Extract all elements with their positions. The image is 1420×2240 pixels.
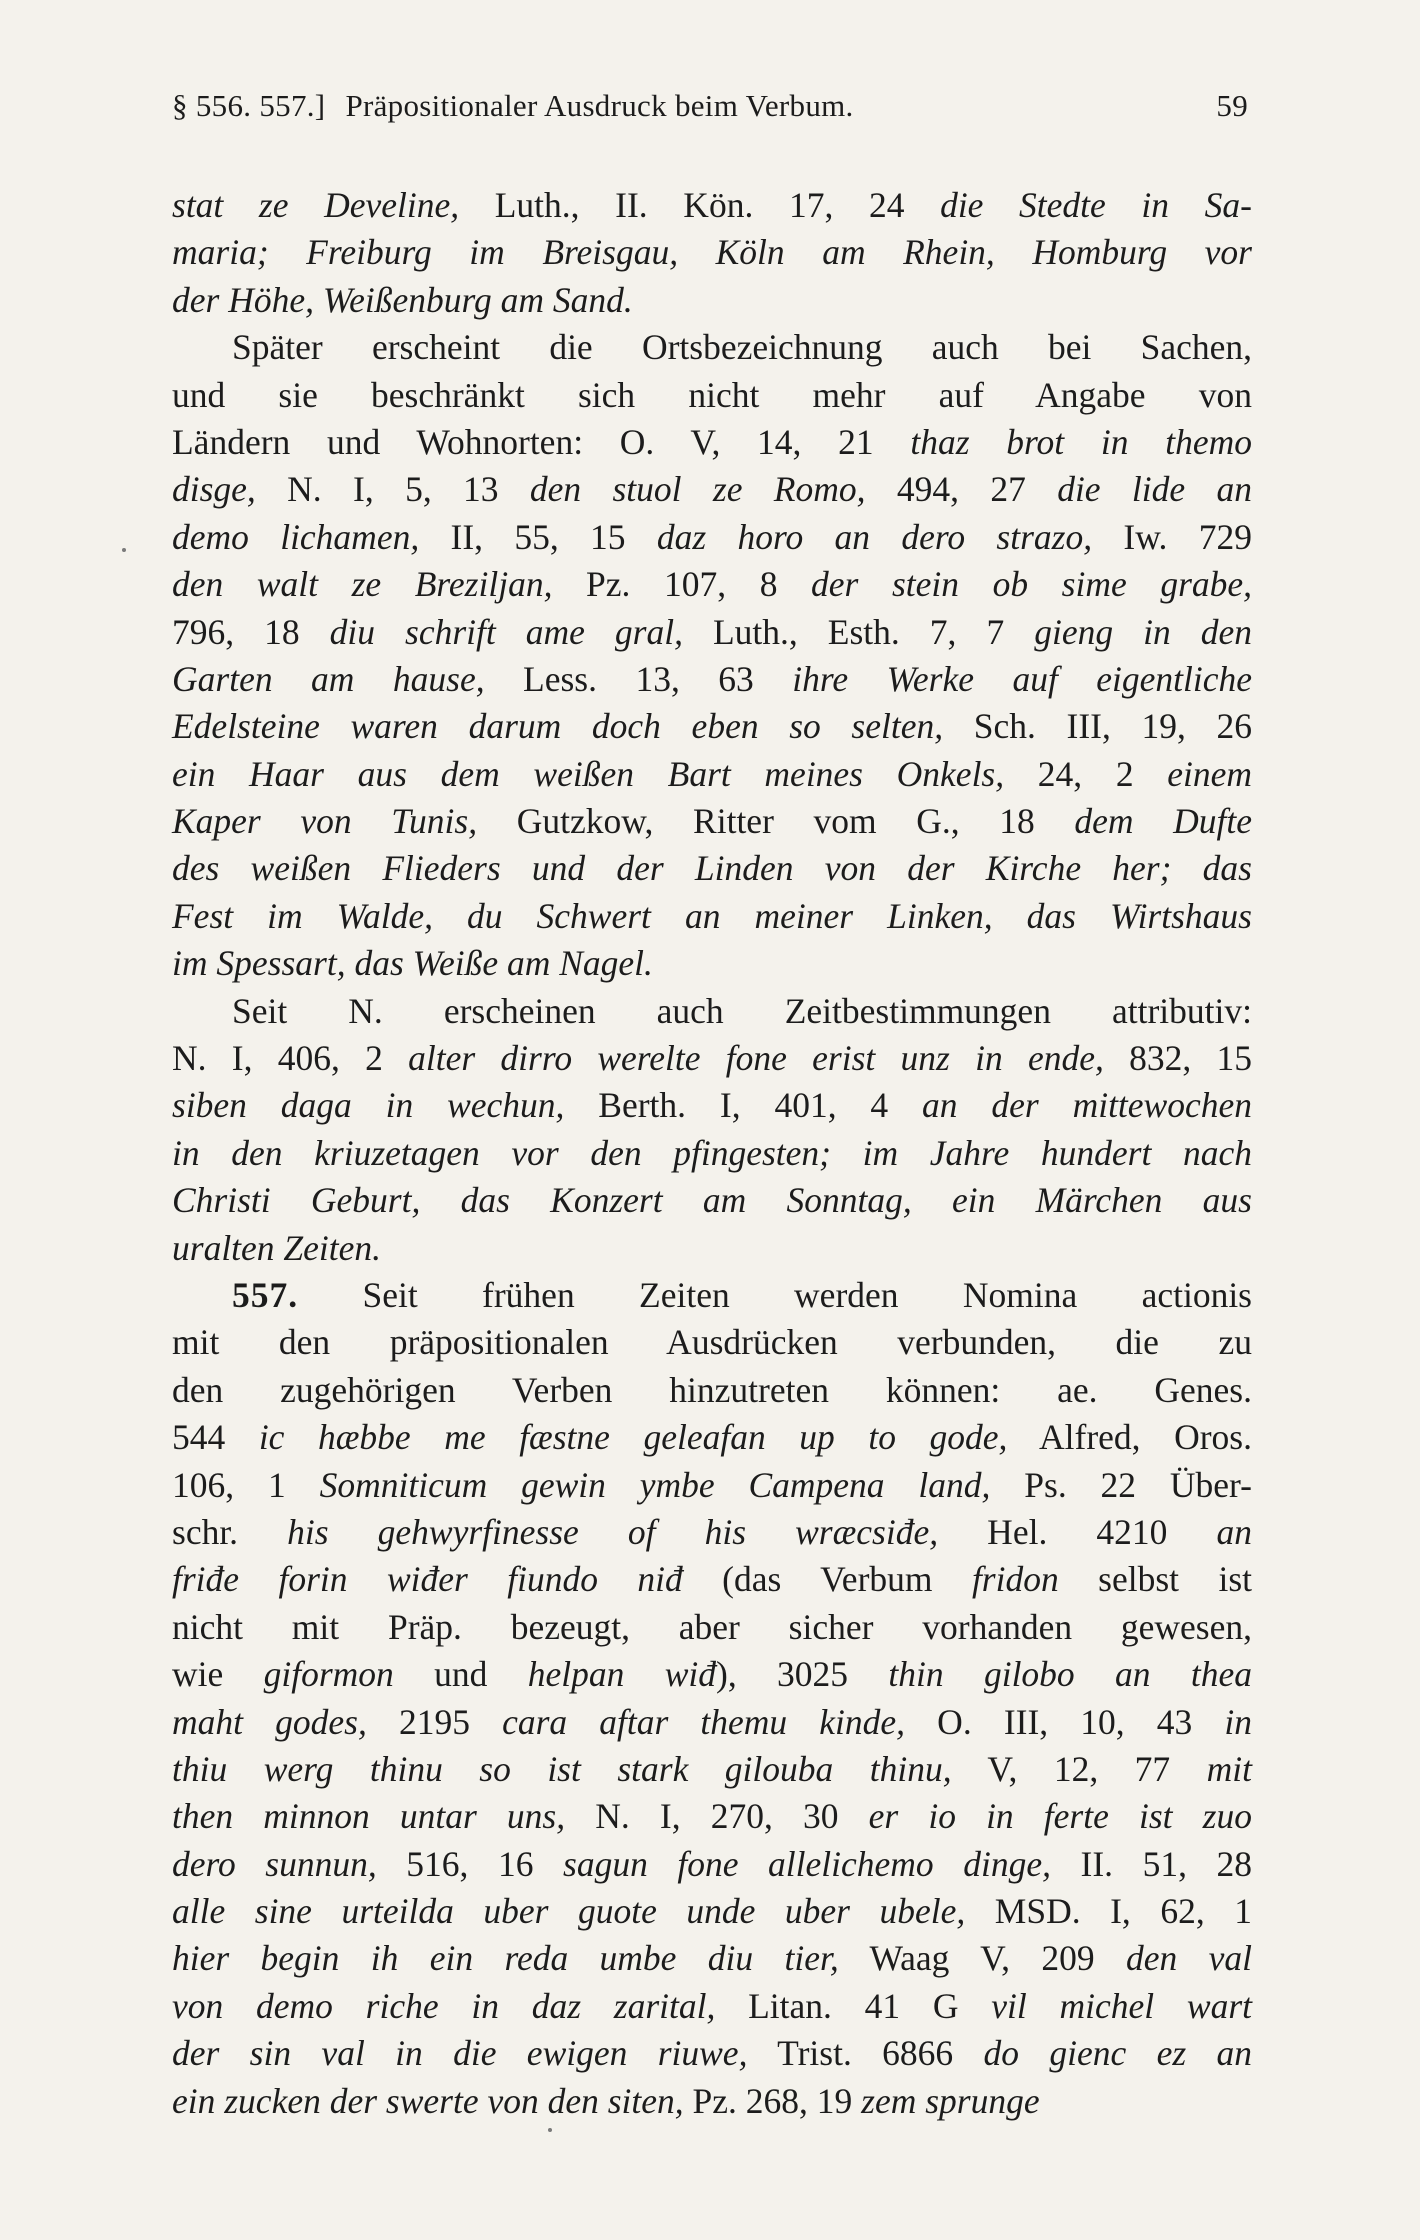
text-line: im Spessart, das Weiße am Nagel.: [172, 943, 653, 984]
text-line: der Höhe, Weißenburg am Sand.: [172, 279, 633, 320]
text-line: mit den präpositionalen Ausdrücken verbunden, die zu: [172, 1322, 1252, 1363]
running-head-left: [172, 88, 854, 124]
text-line: thiu werg thinu so ist stark gilouba thinu, V, 12, 77 mit: [172, 1748, 1253, 1789]
text-line: Christi Geburt, das Konzert am Sonntag, ein Märchen aus: [172, 1180, 1252, 1221]
text-line: schr. his gehwyrfinesse of his wræcsiđe, Hel. 4210 an: [172, 1511, 1252, 1552]
paper-speck: [548, 2128, 552, 2132]
text-line: uralten Zeiten.: [172, 1227, 382, 1268]
text-line: Später erscheint die Ortsbezeichnung auch bei Sachen,: [232, 327, 1252, 368]
page-number: 59: [1216, 88, 1248, 123]
text-line: ein Haar aus dem weißen Bart meines Onkels, 24, 2 einem: [172, 753, 1253, 794]
text-line: siben daga in wechun, Berth. I, 401, 4 an der mittewochen: [172, 1085, 1252, 1126]
text-line: maria; Freiburg im Breisgau, Köln am Rhein, Homburg vor: [172, 232, 1252, 273]
text-line: 796, 18 diu schrift ame gral, Luth., Esth. 7, 7 gieng in den: [172, 611, 1252, 652]
text-line: wie giformon und helpan wiđ), 3025 thin gilobo an thea: [172, 1654, 1252, 1695]
text-line: Ländern und Wohnorten: O. V, 14, 21 thaz brot in themo: [172, 421, 1252, 462]
text-line: in den kriuzetagen vor den pfingesten; im Jahre hundert nach: [172, 1132, 1252, 1173]
section-reference: § 556. 557.]: [172, 88, 326, 123]
text-line: dero sunnun, 516, 16 sagun fone allelichemo dinge, II. 51, 28: [172, 1843, 1252, 1884]
text-line: maht godes, 2195 cara aftar themu kinde, O. III, 10, 43 in: [172, 1701, 1253, 1742]
text-line: ein zucken der swerte von den siten, Pz. 268, 19 zem sprunge: [172, 2080, 1040, 2121]
text-line: den walt ze Breziljan, Pz. 107, 8 der stein ob sime grabe,: [172, 564, 1253, 605]
text-line: und sie beschränkt sich nicht mehr auf Angabe von: [172, 374, 1252, 415]
text-line: friđe forin wiđer fiundo niđ (das Verbum fridon selbst ist: [172, 1559, 1252, 1600]
text-line: stat ze Develine, Luth., II. Kön. 17, 24 die Stedte in Sa-: [172, 185, 1252, 225]
text-line: Garten am hause, Less. 13, 63 ihre Werke auf eigentliche: [172, 658, 1253, 699]
text-line: hier begin ih ein reda umbe diu tier, Waag V, 209 den val: [172, 1938, 1252, 1979]
text-line: den zugehörigen Verben hinzutreten können: ae. Genes.: [172, 1369, 1252, 1410]
text-line: 544 ic hæbbe me fæstne geleafan up to gode, Alfred, Oros.: [172, 1417, 1252, 1458]
text-line: then minnon untar uns, N. I, 270, 30 er io in ferte ist zuo: [172, 1796, 1252, 1837]
paper-speck: [122, 548, 126, 552]
text-line: nicht mit Präp. bezeugt, aber sicher vorhanden gewesen,: [172, 1606, 1252, 1647]
running-head: [172, 88, 1252, 124]
text-line: 106, 1 Somniticum gewin ymbe Campena land, Ps. 22 Über-: [172, 1464, 1252, 1505]
text-line: 557. Seit frühen Zeiten werden Nomina actionis: [232, 1274, 1252, 1315]
text-line: Seit N. erscheinen auch Zeitbestimmungen attributiv:: [232, 990, 1252, 1031]
text-line: alle sine urteilda uber guote unde uber ubele, MSD. I, 62, 1: [172, 1891, 1252, 1932]
text-line: disge, N. I, 5, 13 den stuol ze Romo, 494, 27 die lide an: [172, 469, 1252, 510]
text-line: von demo riche in daz zarital, Litan. 41 G vil michel wart: [172, 1985, 1252, 2026]
text-line: Fest im Walde, du Schwert an meiner Linken, das Wirtshaus: [172, 895, 1252, 936]
text-line: N. I, 406, 2 alter dirro werelte fone erist unz in ende, 832, 15: [172, 1038, 1252, 1079]
text-line: demo lichamen, II, 55, 15 daz horo an dero strazo, Iw. 729: [172, 516, 1252, 557]
text-line: der sin val in die ewigen riuwe, Trist. 6866 do gienc ez an: [172, 2033, 1252, 2074]
text-line: des weißen Flieders und der Linden von der Kirche her; das: [172, 848, 1252, 889]
body-text: [172, 182, 1252, 2125]
book-page: [172, 88, 1252, 2125]
text-line: Kaper von Tunis, Gutzkow, Ritter vom G., 18 dem Dufte: [172, 801, 1253, 842]
text-line: Edelsteine waren darum doch eben so selten, Sch. III, 19, 26: [172, 706, 1252, 747]
chapter-title: Präpositionaler Ausdruck beim Verbum.: [345, 88, 854, 123]
